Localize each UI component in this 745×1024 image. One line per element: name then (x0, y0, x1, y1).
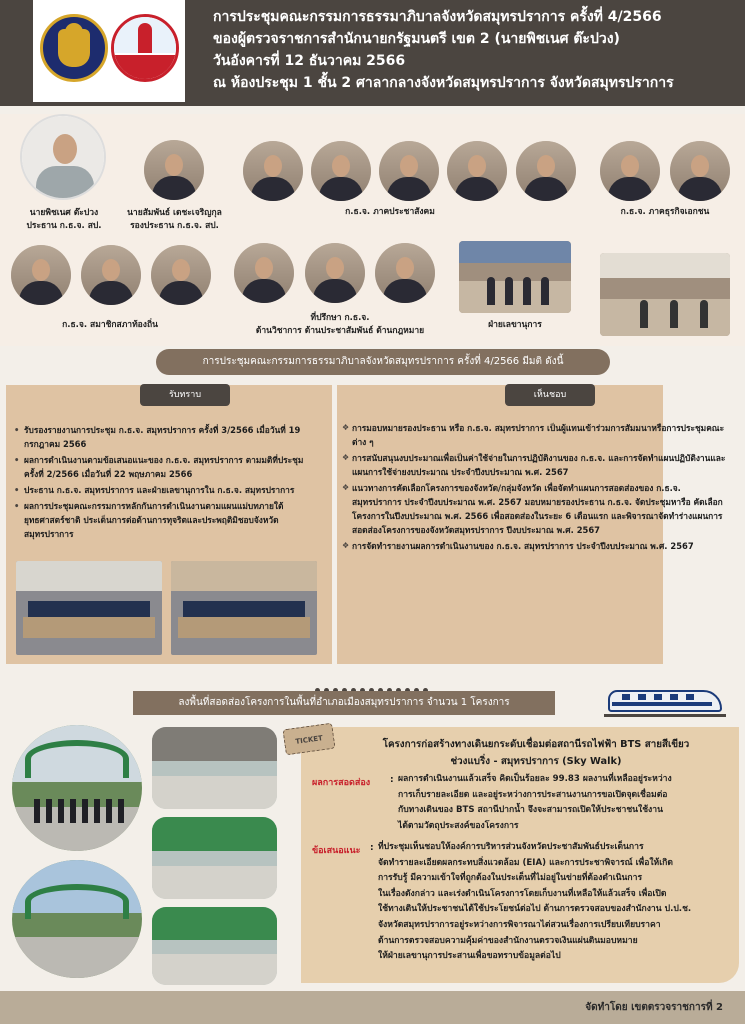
member-photo (516, 141, 576, 201)
approved-tab: เห็นชอบ (505, 384, 595, 406)
list-item: • รับรองรายงานการประชุม ก.ธ.จ. สมุทรปราการ ครั้งที่ 3/2566 เมื่อวันที่ 19 กรกฎาคม 2566 (14, 423, 320, 451)
vice-chair-photo (144, 140, 204, 200)
header-bar (0, 0, 745, 106)
acknowledged-list (14, 423, 320, 543)
site-visit-group-photo (12, 725, 142, 851)
chair-caption: นายพิชเนศ ต๊ะปวง ประธาน ก.ธ.จ. สป. (26, 208, 102, 231)
ticket-icon: TICKET (282, 723, 335, 756)
advisor-photo (234, 243, 294, 303)
title-line: การประชุมคณะกรรมการธรรมาภิบาลจังหวัดสมุทรปราการ ครั้งที่ 4/2566 (213, 9, 662, 25)
member-photo (670, 141, 730, 201)
secretariat-photo (459, 241, 571, 313)
advisor-photo (375, 243, 435, 303)
separator-dots (315, 678, 440, 684)
footer-credit: จัดทำโดย เขตตรวจราชการที่ 2 (585, 1002, 723, 1013)
member-photo (81, 245, 141, 305)
field-visit-banner: ลงพื้นที่สอดส่องโครงการในพื้นที่อำเภอเมืองสมุทรปราการ จำนวน 1 โครงการ (133, 691, 555, 715)
list-item: ❖ การมอบหมายรองประธาน หรือ ก.ธ.จ. สมุทรปราการ เป็นผู้แทนเข้าร่วมการสัมมนาหรือการประชุมคณะต่าง ๆ (342, 421, 728, 449)
advisor-caption: ที่ปรึกษา ก.ธ.จ. ด้านวิชาการ ด้านประชาสัมพันธ์ ด้านกฎหมาย (255, 313, 425, 336)
acknowledged-tab: รับทราบ (140, 384, 230, 406)
suggestion-text: ที่ประชุมเห็นชอบให้องค์การบริหารส่วนจังหวัดประชาสัมพันธ์ประเด็นการ จัดทำรายละเอียดผลกระทบสิ่งแวดล้อม (EIA) และการประชาพิจารณ์ เพื่อให้เกิด การรับรู้ มีความเข้าใจที่ถูกต้องในประเด็นที่ไม่อยู่ในข่ายที่ต้องดำเนินการ ในเรื่องดังกล่าว และเร่งดำเนินโครงการโดยเก็บงานที่เหลือให้แล้วเสร็จ เพื่อเปิด ใช้ทางเดินให้ประชาชนได้ใช้ประโยชน์ต่อไป ด้านการตรวจสอบของสำนักงาน ป.ป.ช. จังหวัดสมุทรปราการอยู่ระหว่างการพิจารณาไต่สวนเรื่องการเปรียบเทียบราคา ด้านการตรวจสอบความคุ้มค่าของสำนักงานตรวจเงินแผ่นดินมอบหมาย ให้ฝ่ายเลขานุการประสานเพื่อขอทราบข้อมูลต่อไป (378, 842, 692, 962)
result-colon: : (390, 775, 394, 785)
member-photo (379, 141, 439, 201)
approved-list (342, 421, 728, 555)
private-sector-caption: ก.ธ.จ. ภาคธุรกิจเอกชน (620, 207, 710, 217)
meeting-photo (171, 561, 317, 655)
title-line: วันอังคารที่ 12 ธันวาคม 2566 (213, 53, 406, 69)
project-title: โครงการก่อสร้างทางเดินยกระดับเชื่อมต่อสถานีรถไฟฟ้า BTS สายสีเขียว ช่วงแบริ่ง - สมุทรปราการ (Sky Walk) (382, 739, 690, 767)
province-seal-logo (111, 14, 179, 82)
member-photo (11, 245, 71, 305)
page-title (213, 6, 738, 94)
list-item: ❖ แนวทางการคัดเลือกโครงการของจังหวัด/กลุ่มจังหวัด เพื่อจัดทำแผนการสอดส่องของ ก.ธ.จ. สมุทรปราการ ประจำปีงบประมาณ พ.ศ. 2567 มอบหมายรองประธาน ก.ธ.จ. จัดประชุมหารือ คัดเลือกโครงการในปีงบประมาณ พ.ศ. 2566 เพื่อสอดส่องในระยะ 6 เดือนแรก และพิจารณาจัดทำร่างแผนการสอดส่องโครงการของจังหวัดสมุทรปราการ ปีงบประมาณ พ.ศ. 2567 (342, 481, 728, 537)
list-item: • ผลการประชุมคณะกรรมการหลักกันการดำเนินงานตามแผนแม่บทภายใต้ยุทธศาสตร์ชาติ ประเด็นการต่อต้านการทุจริตและประพฤติมิชอบจังหวัดสมุทรปราการ (14, 499, 320, 541)
local-council-caption: ก.ธ.จ. สมาชิกสภาท้องถิ่น (62, 320, 158, 330)
list-item: • ประธาน ก.ธ.จ. สมุทรปราการ และฝ่ายเลขานุการใน ก.ธ.จ. สมุทรปราการ (14, 483, 320, 497)
list-item: • ผลการดำเนินงานตามข้อเสนอแนะของ ก.ธ.จ. สมุทรปราการ ตามมติที่ประชุม ครั้งที่ 2/2566 เมื่อวันที่ 22 พฤษภาคม 2566 (14, 453, 320, 481)
title-line: ณ ห้องประชุม 1 ชั้น 2 ศาลากลางจังหวัดสมุทรปราการ จังหวัดสมุทรปราการ (213, 75, 674, 91)
result-label: ผลการสอดส่อง (312, 778, 371, 788)
result-text: ผลการดำเนินงานแล้วเสร็จ คิดเป็นร้อยละ 99.83 ผลงานที่เหลืออยู่ระหว่าง การเก็บรายละเอียด และอยู่ระหว่างการประสานงานการขอเปิดจุดเชื่อมต่อ กับทางเดินของ BTS สถานีปากน้ำ จึงจะสามารถเปิดให้ประชาชนใช้งาน ได้ตามวัตถุประสงค์ของโครงการ (398, 774, 672, 831)
skywalk-walkway-photo (152, 817, 277, 899)
chair-photo (20, 114, 106, 200)
footer-bar (0, 991, 745, 1024)
member-photo (311, 141, 371, 201)
resolution-pill: การประชุมคณะกรรมการธรรมาภิบาลจังหวัดสมุทรปราการ ครั้งที่ 4/2566 มีมติ ดังนี้ (156, 349, 610, 375)
skywalk-interior-photo (152, 727, 277, 809)
vice-chair-caption: นายสัมพันธ์ เดชะเจริญกุล รองประธาน ก.ธ.จ. สป. (127, 208, 222, 231)
meeting-photo (16, 561, 162, 655)
advisor-photo (305, 243, 365, 303)
skywalk-deck-photo (152, 907, 277, 985)
member-photo (151, 245, 211, 305)
skywalk-photo (12, 860, 142, 978)
meeting-room-photo (600, 253, 730, 336)
government-emblem-logo (40, 14, 108, 82)
secretariat-caption: ฝ่ายเลขานุการ (488, 320, 542, 330)
title-line: ของผู้ตรวจราชการสำนักนายกรัฐมนตรี เขต 2 (นายพิชเนศ ต๊ะปวง) (213, 31, 620, 47)
member-photo (447, 141, 507, 201)
suggestion-label: ข้อเสนอแนะ (312, 846, 361, 856)
member-photo (243, 141, 303, 201)
list-item: ❖ การสนับสนุนงบประมาณเพื่อเป็นค่าใช้จ่ายในการปฏิบัติงานของ ก.ธ.จ. และการจัดทำแผนปฏิบัติงานและแผนการใช้จ่ายงบประมาณ ประจำปีงบประมาณ พ.ศ. 2567 (342, 451, 728, 479)
civil-society-caption: ก.ธ.จ. ภาคประชาสังคม (345, 207, 435, 217)
list-item: ❖ การจัดทำรายงานผลการดำเนินงานของ ก.ธ.จ. สมุทรปราการ ประจำปีงบประมาณ พ.ศ. 2567 (342, 539, 728, 553)
train-icon (608, 688, 722, 718)
suggestion-colon: : (370, 843, 374, 853)
member-photo (600, 141, 660, 201)
logo-panel (33, 0, 185, 102)
